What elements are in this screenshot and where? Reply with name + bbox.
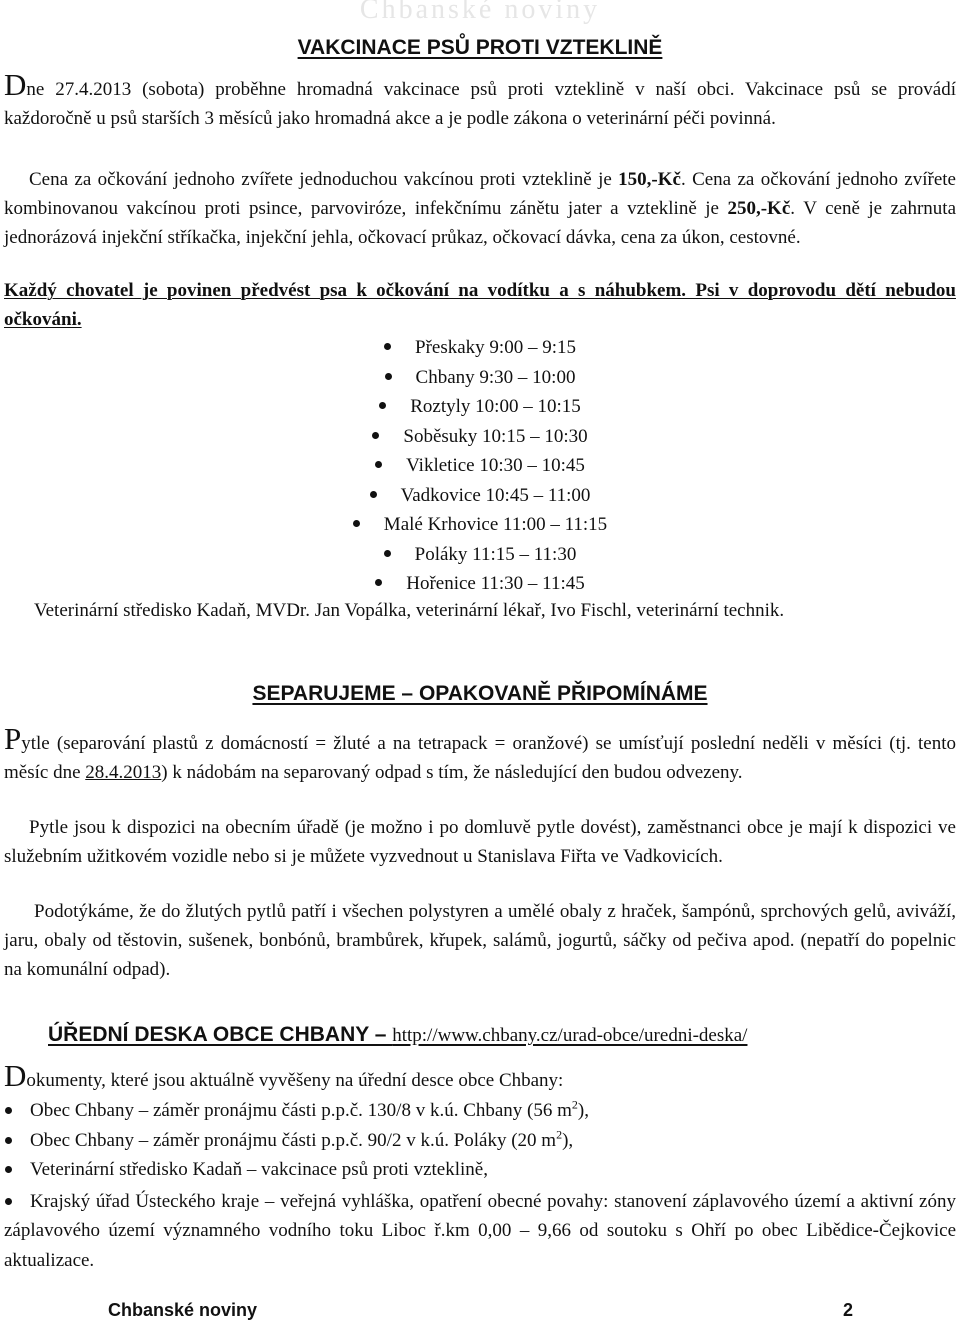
drop-cap: D	[4, 67, 27, 102]
schedule-item: Soběsuky 10:15 – 10:30	[0, 422, 960, 452]
separation-intro	[4, 721, 956, 787]
vet-info: Veterinární středisko Kadaň, MVDr. Jan Vopálka, veterinární lékař, Ivo Fischl, veterinární technik.	[34, 600, 785, 621]
price-text-a: Cena za očkování jednoho zvířete jednoduchou vakcínou proti vzteklině je	[29, 169, 619, 190]
separation-text-b: ) k nádobám na separovaný odpad s tím, že následující den budou odvezeny.	[161, 762, 743, 783]
separation-yellow-bags: Podotýkáme, že do žlutých pytlů patří i všechen polystyren a umělé obaly z hraček, šampónů, sprchových gelů, aviváží, jaru, obaly od těstovin, sušenek, bonbónů, brambůrek, křupek, salámů, jogurtů, sáčky od pečiva apod. (nepatří do popelnic na komunální odpad).	[4, 901, 956, 980]
vaccination-heading: VAKCINACE PSŮ PROTI VZTEKLINĚ	[297, 36, 663, 59]
board-title: ÚŘEDNÍ DESKA OBCE CHBANY –	[48, 1023, 393, 1046]
list-item: Obec Chbany – záměr pronájmu části p.p.č. 90/2 v k.ú. Poláky (20 $m^2$),	[4, 1126, 956, 1156]
vaccination-schedule	[0, 333, 960, 599]
schedule-item: Malé Krhovice 11:00 – 11:15	[0, 510, 960, 540]
bullet-icon	[385, 373, 392, 380]
list-item: Veterinární středisko Kadaň – vakcinace psů proti vzteklině,	[4, 1155, 956, 1185]
bullet-icon	[375, 579, 382, 586]
schedule-item: Roztyly 10:00 – 10:15	[0, 392, 960, 422]
vaccination-notice: Každý chovatel je povinen předvést psa k očkování na vodítku a s náhubkem. Psi v doprovodu dětí nebudou očkováni.	[4, 280, 956, 330]
drop-cap: P	[4, 721, 22, 756]
vaccination-prices	[4, 165, 956, 252]
schedule-item: Přeskaky 9:00 – 9:15	[0, 333, 960, 363]
bullet-icon	[5, 1137, 12, 1144]
board-url-link[interactable]: http://www.chbany.cz/urad-obce/uredni-deska/	[392, 1025, 748, 1046]
collection-date: 28.4.2013	[85, 762, 162, 783]
schedule-item: Chbany 9:30 – 10:00	[0, 363, 960, 393]
schedule-item: Poláky 11:15 – 11:30	[0, 540, 960, 570]
bullet-icon	[384, 343, 391, 350]
bullet-icon	[372, 432, 379, 439]
schedule-item: Vadkovice 10:45 – 11:00	[0, 481, 960, 511]
vaccination-intro-text: ne 27.4.2013 (sobota) proběhne hromadná vakcinace psů proti vzteklině v naší obci. Vakcinace psů se provádí každoročně u psů starších 3 měsíců jako hromadná akce a je podle zákona o veterinární péči povinná.	[4, 79, 956, 129]
bullet-icon	[5, 1107, 12, 1114]
footer-publication-name: Chbanské noviny	[108, 1300, 258, 1320]
bullet-icon	[5, 1198, 12, 1205]
board-heading	[48, 1023, 747, 1047]
price-combined: 250,-Kč	[727, 198, 791, 219]
list-item: Obec Chbany – záměr pronájmu části p.p.č. 130/8 v k.ú. Chbany (56 $m^2$),	[4, 1096, 956, 1126]
list-item: Krajský úřad Ústeckého kraje – veřejná vyhláška, opatření obecné povahy: stanovení záplavového území a aktivní zóny záplavového území významného vodního toku Liboc ř.km 0,00 – 9,66 od soutoku s Ohří po obec Libědice-Čejkovice aktualizace.	[4, 1190, 956, 1271]
price-simple: 150,-Kč	[618, 169, 681, 190]
bullet-icon	[384, 550, 391, 557]
separation-text-a: ytle (separování plastů z domácností = žluté a na tetrapack = oranžové) se umísťují poslední neděli v měsíci (tj. tento měsíc dne	[4, 733, 956, 783]
drop-cap: D	[4, 1058, 27, 1093]
masthead: Chbanské noviny	[359, 0, 601, 25]
board-intro: Dokumenty, které jsou aktuálně vyvěšeny na úřední desce obce Chbany:	[4, 1058, 564, 1093]
price-text-c: . V ceně je zahrnuta jednorázová injekční stříkačka, injekční jehla, očkovací průkaz, očkovací dávka, cena za úkon, cestovné.	[4, 198, 956, 248]
price-text-b: . Cena za očkování jednoho zvířete kombinovanou vakcínou proti psince, parvoviróze, infekčnímu zánětu jater a vzteklině je	[4, 169, 956, 219]
footer-page-number: 2	[843, 1300, 854, 1320]
schedule-item: Vikletice 10:30 – 10:45	[0, 451, 960, 481]
bullet-icon	[370, 491, 377, 498]
bullet-icon	[353, 520, 360, 527]
bullet-icon	[5, 1166, 12, 1173]
bullet-icon	[379, 402, 386, 409]
schedule-item: Hořenice 11:30 – 11:45	[0, 569, 960, 599]
board-documents-list	[4, 1096, 956, 1273]
separation-bags: Pytle jsou k dispozici na obecním úřadě (je možno i po domluvě pytle dovést), zaměstnanci obce je mají k dispozici ve služebním užitkovém vozidle nebo si je můžete vyzvednout u Stanislava Fiřta ve Vadkovicích.	[4, 817, 956, 867]
vaccination-intro	[4, 67, 956, 133]
bullet-icon	[375, 461, 382, 468]
separation-heading: SEPARUJEME – OPAKOVANĚ PŘIPOMÍNÁME	[252, 682, 708, 705]
